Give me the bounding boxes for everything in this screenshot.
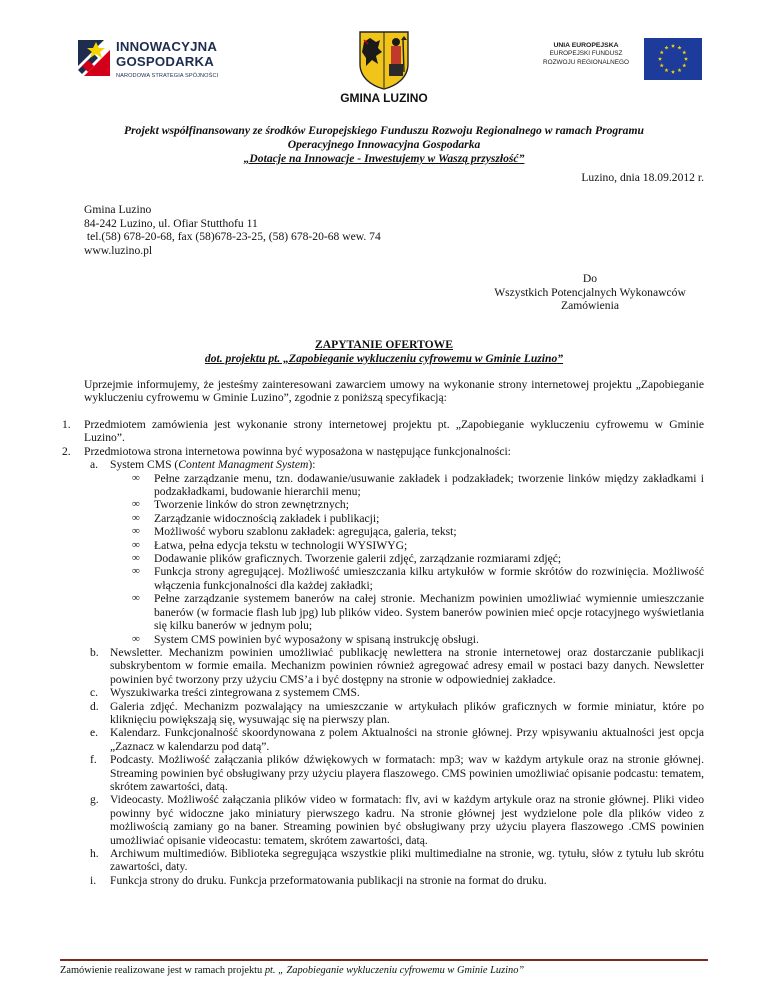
cms-bullet-text: Tworzenie linków do stron zewnętrznych; bbox=[154, 498, 349, 512]
list-item bbox=[62, 445, 704, 458]
list-subitem-number: g. bbox=[90, 793, 99, 807]
document-subtitle: dot. projektu pt. „Zapobieganie wykluczeniu cyfrowemu w Gminie Luzino” bbox=[204, 352, 564, 365]
intro-paragraph: Uprzejmie informujemy, że jesteśmy zainteresowani zawarciem umowy na wykonanie strony internetowej projektu „Zapobieganie wykluczeniu cyfrowemu w Gminie Luzino”, zgodnie z poniższą specyfikacją: bbox=[84, 378, 704, 405]
list-subitem-text: Wyszukiwarka treści zintegrowana z systemem CMS. bbox=[110, 686, 360, 700]
gmina-logo-name: GMINA LUZINO bbox=[340, 91, 428, 105]
cms-bullet-text: Łatwa, pełna edycja tekstu w technologii WYSIWYG; bbox=[154, 538, 408, 552]
cms-bullet-item bbox=[62, 552, 704, 565]
infinity-bullet-icon: ∞ bbox=[132, 632, 140, 645]
cms-bullet-item bbox=[62, 472, 704, 499]
ue-logo-text bbox=[531, 42, 641, 67]
list-subitem-number: i. bbox=[90, 873, 97, 887]
list-subitem-number: a. bbox=[90, 458, 99, 472]
list-subitem-number: e. bbox=[90, 726, 99, 740]
list-item bbox=[62, 418, 704, 445]
footer-italic: pt. „ Zapobieganie wykluczeniu cyfrowemu w Gminie Luzino” bbox=[264, 965, 525, 976]
cms-bullet-text: Zarządzanie widocznością zakładek i publikacji; bbox=[154, 511, 380, 525]
infinity-bullet-icon: ∞ bbox=[132, 538, 140, 551]
gmina-luzino-logo bbox=[335, 30, 433, 106]
infinity-bullet-icon: ∞ bbox=[132, 552, 140, 565]
list-subitem bbox=[62, 874, 704, 887]
gmina-crest-icon bbox=[358, 30, 410, 90]
list-item-number: 1. bbox=[62, 418, 71, 431]
list-subitem-number: h. bbox=[90, 847, 99, 860]
list-item-text: Przedmiotowa strona internetowa powinna być wyposażona w następujące funkcjonalności: bbox=[84, 444, 511, 458]
cms-bullet-item bbox=[62, 592, 704, 632]
project-notice-line2: Operacyjnego Innowacyjna Gospodarka bbox=[287, 138, 481, 151]
ue-logo-line3: ROZWOJU REGIONALNEGO bbox=[543, 58, 629, 66]
recipient-line3: Zamówienia bbox=[561, 299, 619, 313]
list-subitem bbox=[62, 726, 704, 753]
list-subitem-text: Newsletter. Mechanizm powinien umożliwiać publikację newlettera na stronie internetowej oraz dostarczanie publikacji subskrybentom w formie emaila. Mechanizm powinien również agregować adresy email w postaci bazy danych. Newsletter powinien być tworzony przy użyciu CMS’a i być dostępny na stronie w odpowiedniej zakładce. bbox=[110, 645, 704, 686]
list-subitem-text: Videocasty. Możliwość załączania plików video w formatach: flv, avi w każdym artykule oraz na stronie głównej. Pliki video powinny być widoczne jako miniatury pierwszego kadru. Na stronie głównej jest wydzielone pole dla plików video z możliwością zamiany go na baner. Streaming powinien być obsługiwany przy użyciu playera flaszowego .CMS powinien umożliwiać opisanie videocastu: tematem, skrótem zawartości, datą. bbox=[110, 793, 704, 847]
cms-bullet-text: Pełne zarządzanie menu, tzn. dodawanie/usuwanie zakładek i podzakładek; tworzenie linków między zakładkami i podzakładkami, budowanie hierarchii menu; bbox=[154, 471, 704, 499]
cms-italic: Content Managment System bbox=[178, 458, 309, 472]
list-subitem bbox=[62, 753, 704, 793]
cms-bullet-item bbox=[62, 565, 704, 592]
sender-name: Gmina Luzino bbox=[84, 203, 152, 216]
cms-bullet-item bbox=[62, 525, 704, 538]
list-subitem-number: b. bbox=[90, 645, 99, 659]
footer-divider bbox=[60, 959, 708, 961]
cms-bullet-text: Możliwość wyboru szablonu zakładek: agregująca, galeria, tekst; bbox=[154, 525, 457, 539]
innowacyjna-gospodarka-logo bbox=[74, 36, 244, 86]
cms-bullet-item bbox=[62, 498, 704, 511]
list-subitem bbox=[62, 700, 704, 727]
unia-europejska-logo bbox=[527, 36, 703, 84]
document-date: Luzino, dnia 18.09.2012 r. bbox=[581, 171, 704, 184]
list-subitem-text: Galeria zdjęć. Mechanizm pozwalający na umieszczanie w artykułach plików graficznych w formie miniatur, które po kliknięciu powiększają się, wysuwając się na pierwszy plan. bbox=[110, 699, 704, 726]
list-subitem bbox=[62, 686, 704, 699]
cms-bullet-text: Dodawanie plików graficznych. Tworzenie galerii zdjęć, zarządzanie rozmiarami zdjęć; bbox=[154, 552, 562, 566]
sender-address bbox=[84, 203, 381, 257]
cms-prefix: System CMS ( bbox=[110, 458, 179, 472]
cms-bullet-text: Pełne zarządzanie systemem banerów na całej stronie. Mechanizm powinien umożliwiać wymiennie umieszczanie banerów (w formacie flash lub jpg) lub plików video. System banerów powinien mieć opcje rotacyjnego wyświetlania się kilku banerów w jednym polu; bbox=[154, 592, 704, 633]
list-subitem-number: c. bbox=[90, 686, 99, 700]
recipient-block bbox=[460, 272, 720, 313]
innowacyjna-gospodarka-mark-icon bbox=[74, 36, 114, 82]
document-title: ZAPYTANIE OFERTOWE bbox=[315, 338, 453, 351]
list-subitem-text: Archiwum multimediów. Biblioteka segregująca wszystkie pliki multimedialne na stronie, wg. tytułu, słów z tytułu lub skrótu zawartości, daty. bbox=[110, 847, 704, 874]
list-subitem-number: d. bbox=[90, 699, 99, 713]
project-notice-line3: „Dotacje na Innowacje - Inwestujemy w Waszą przyszłość” bbox=[243, 152, 525, 165]
specification-list bbox=[62, 418, 704, 887]
infinity-bullet-icon: ∞ bbox=[132, 498, 140, 511]
infinity-bullet-icon: ∞ bbox=[132, 525, 140, 538]
cms-suffix: ): bbox=[308, 458, 316, 472]
ig-logo-line3: NARODOWA STRATEGIA SPÓJNOŚCI bbox=[116, 73, 219, 79]
cms-bullet-item bbox=[62, 512, 704, 525]
infinity-bullet-icon: ∞ bbox=[132, 511, 140, 524]
eu-flag-icon bbox=[644, 38, 702, 80]
list-subitem-text: Kalendarz. Funkcjonalność skoordynowana z polem Aktualności na stronie głównej. Przy wpisywaniu aktualności jest opcja „Zaznacz w kalendarzu pod datą”. bbox=[110, 726, 704, 753]
recipient-line1: Do bbox=[582, 272, 598, 285]
cms-bullet-item bbox=[62, 539, 704, 552]
cms-bullet-list bbox=[62, 472, 704, 646]
subitem-list bbox=[62, 646, 704, 887]
list-subitem-text: Funkcja strony do druku. Funkcja przeformatowania publikacji na stronie na format do druku. bbox=[110, 873, 547, 887]
sender-phones: tel.(58) 678-20-68, fax (58)678-23-25, (58) 678-20-68 wew. 74 bbox=[84, 230, 381, 244]
ue-logo-line2: EUROPEJSKI FUNDUSZ bbox=[549, 50, 623, 58]
infinity-bullet-icon: ∞ bbox=[132, 565, 140, 578]
recipient-line2: Wszystkich Potencjalnych Wykonawców bbox=[494, 285, 686, 299]
sender-web: www.luzino.pl bbox=[84, 243, 153, 257]
footer-text bbox=[60, 965, 708, 977]
cms-bullet-item bbox=[62, 633, 704, 646]
list-subitem-text: Podcasty. Możliwość załączania plików dźwiękowych w formatach: mp3; wav w każdym artykule oraz na stronie głównej. Streaming powinien być obsługiwany przy użyciu playera flaszowego. CMS powinien umożliwiać opisanie podcastu: tematem, skrótem zawartości, datą. bbox=[110, 753, 704, 793]
cms-bullet-text: Funkcja strony agregującej. Możliwość umieszczania kilku artykułów w formie skrótów do rozwinięcia. Możliwość włączenia funkcjonalności dla każdej zakładki; bbox=[154, 565, 704, 592]
list-item-text: Przedmiotem zamówienia jest wykonanie strony internetowej projektu pt. „Zapobieganie wykluczeniu cyfrowemu w Gminie Luzino”. bbox=[84, 418, 704, 445]
cms-bullet-text: System CMS powinien być wyposażony w spisaną instrukcję obsługi. bbox=[154, 632, 479, 646]
list-subitem bbox=[62, 458, 704, 471]
list-subitem bbox=[62, 847, 704, 874]
list-subitem bbox=[62, 646, 704, 686]
ig-logo-line2: GOSPODARKA bbox=[116, 54, 214, 69]
list-item-number: 2. bbox=[62, 444, 71, 458]
project-notice-line1: Projekt współfinansowany ze środków Europejskiego Funduszu Rozwoju Regionalnego w ramach Programu bbox=[124, 124, 644, 137]
list-subitem-number: f. bbox=[90, 753, 97, 767]
ue-logo-line1: UNIA EUROPEJSKA bbox=[553, 42, 619, 49]
sender-street: 84-242 Luzino, ul. Ofiar Stutthofu 11 bbox=[84, 216, 258, 230]
list-subitem bbox=[62, 793, 704, 847]
footer-prefix: Zamówienie realizowane jest w ramach projektu bbox=[60, 965, 265, 976]
infinity-bullet-icon: ∞ bbox=[132, 471, 140, 484]
ig-logo-line1: INNOWACYJNA bbox=[116, 39, 218, 54]
infinity-bullet-icon: ∞ bbox=[132, 592, 140, 605]
